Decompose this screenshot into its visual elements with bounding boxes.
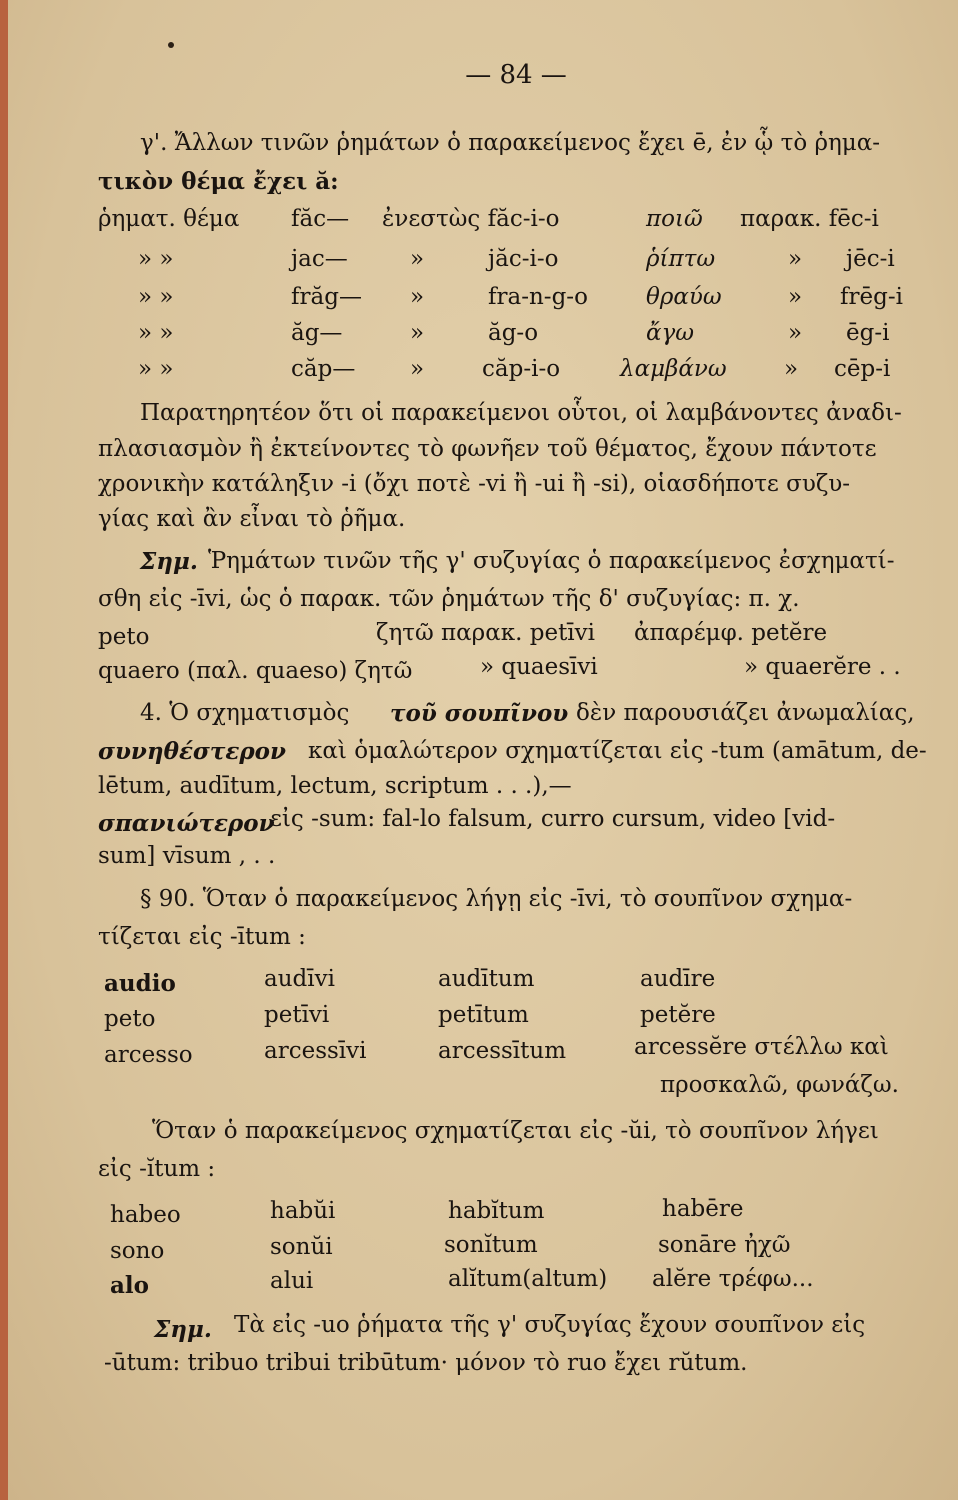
para4-line-5: sum] vīsum , . . <box>98 843 276 869</box>
note1-line-2: σθη εἰς -īvi, ὡς ὁ παρακ. τῶν ῥημάτων τῆς δ' συζυγίας: π. χ. <box>98 586 800 612</box>
theme-row-4-label: » » <box>138 320 174 346</box>
theme-row-3-present: fra-n-g-o <box>488 284 588 310</box>
para4-line-2a: συνηθέστερον <box>98 738 286 765</box>
para4-line-2b: καὶ ὁμαλώτερον σχηματίζεται εἰς -tum (amātum, de- <box>308 738 927 764</box>
note1-example-2-latin: quaero (παλ. quaeso) ζητῶ <box>98 658 413 684</box>
para4-line-1b: τοῦ σουπῖνου <box>390 700 569 727</box>
theme-row-4-ditto2: » <box>788 320 803 346</box>
note1-example-2-infinitive: » quaerĕre . . <box>744 654 901 680</box>
itum2-row-3-c1: alo <box>110 1272 149 1299</box>
itum-row-2-c3: petītum <box>438 1002 529 1028</box>
para90-line-1: § 90. Ὅταν ὁ παρακείμενος λήγῃ εἰς -īvi, τὸ σουπῖνον σχημα- <box>140 886 853 912</box>
para4-line-4b: εἰς -sum: fal-lo falsum, curro cursum, video [vid- <box>270 806 836 832</box>
theme-row-1-perfect: παρακ. fēc-i <box>740 206 879 232</box>
itum2-row-1-c2: habŭi <box>270 1198 336 1224</box>
itum2-row-3-c3: alĭtum(altum) <box>448 1266 608 1292</box>
itum-row-3-c1: arcesso <box>104 1042 193 1068</box>
theme-row-4-ditto: » <box>410 320 425 346</box>
para4-line-1c: δὲν παρουσιάζει ἀνωμαλίας, <box>576 700 915 726</box>
para4-line-4a: σπανιώτερον <box>98 810 275 837</box>
para4-line-1a: 4. Ὁ σχηματισμὸς <box>140 700 350 726</box>
theme-row-1-stem: făc— <box>291 206 350 232</box>
theme-row-2-ditto: » <box>410 246 425 272</box>
observation-line-1: Παρατηρητέον ὅτι οἱ παρακείμενοι οὗτοι, οἱ λαμβάνοντες ἀναδι- <box>140 400 902 426</box>
theme-row-2-ditto2: » <box>788 246 803 272</box>
theme-row-3-ditto: » <box>410 284 425 310</box>
itum-row-3-c4: arcessĕre στέλλω καὶ <box>634 1034 889 1060</box>
gamma-line-2: τικὸν θέμα ἔχει ă: <box>98 168 339 195</box>
para4-line-3: lētum, audītum, lectum, scriptum . . .),— <box>98 773 572 799</box>
itum2-row-2-c4: sonāre ἠχῶ <box>658 1232 791 1258</box>
note2-line-1: Τὰ εἰς -uo ῥήματα τῆς γ' συζυγίας ἔχουν σουπῖνον εἰς <box>234 1312 866 1338</box>
theme-row-5-perfect: cēp-i <box>834 356 891 382</box>
itum2-row-2-c1: sono <box>110 1238 165 1264</box>
theme-row-5-label: » » <box>138 356 174 382</box>
itum-row-1-c2: audīvi <box>264 966 335 992</box>
theme-row-2-label: » » <box>138 246 174 272</box>
itum-row-1-c4: audīre <box>640 966 716 992</box>
gamma-line-1: γ'. Ἄλλων τινῶν ῥημάτων ὁ παρακείμενος ἔχει ē, ἐν ᾧ τὸ ῥημα- <box>140 130 881 156</box>
itum2-row-3-c2: alui <box>270 1268 314 1294</box>
para90-line-2: τίζεται εἰς -ītum : <box>98 924 306 950</box>
observation-line-2: πλασιασμὸν ἢ ἐκτείνοντες τὸ φωνῆεν τοῦ θέματος, ἔχουν πάντοτε <box>98 436 877 462</box>
theme-row-3-perfect: frēg-i <box>840 284 903 310</box>
theme-row-3-ditto2: » <box>788 284 803 310</box>
itum2-row-2-c2: sonŭi <box>270 1234 333 1260</box>
itum-row-2-c1: peto <box>104 1006 156 1032</box>
note1-example-1-infinitive: ἀπαρέμφ. petĕre <box>634 620 828 646</box>
theme-row-3-stem: frăg— <box>291 284 362 310</box>
observation-line-3: χρονικὴν κατάληξιν -i (ὄχι ποτὲ -vi ἢ -ui ἢ -si), οἱασδήποτε συζυ- <box>98 471 851 497</box>
itum2-row-1-c4: habēre <box>662 1196 744 1222</box>
itum-extra: προσκαλῶ, φωνάζω. <box>660 1072 899 1098</box>
note1-label: Σημ. <box>140 548 198 575</box>
itum-row-2-c4: petĕre <box>640 1002 716 1028</box>
theme-row-2-stem: jac— <box>291 246 348 272</box>
itum2-row-1-c3: habĭtum <box>448 1198 545 1224</box>
ink-spot <box>168 42 174 48</box>
theme-row-5-greek: λαμβάνω <box>620 356 727 382</box>
itum2-row-2-c3: sonĭtum <box>444 1232 538 1258</box>
theme-row-5-ditto2: » <box>784 356 799 382</box>
theme-row-3-label: » » <box>138 284 174 310</box>
itum2-row-1-c1: habeo <box>110 1202 181 1228</box>
theme-row-4-stem: ăg— <box>291 320 343 346</box>
theme-row-4-greek: ἄγω <box>646 320 695 346</box>
theme-row-1-present: ἐνεστὼς făc-i-o <box>382 206 560 232</box>
theme-row-3-greek: θραύω <box>646 284 722 310</box>
theme-row-4-present: ăg-o <box>488 320 539 346</box>
theme-row-1-label: ῥηματ. θέμα <box>98 206 240 232</box>
para-ui-line-1: Ὅταν ὁ παρακείμενος σχηματίζεται εἰς -ŭi, τὸ σουπῖνον λήγει <box>152 1118 879 1144</box>
theme-row-5-stem: căp— <box>291 356 356 382</box>
itum-row-3-c3: arcessītum <box>438 1038 567 1064</box>
itum-row-3-c2: arcessīvi <box>264 1038 367 1064</box>
note1-example-1-latin: peto <box>98 624 150 650</box>
note1-example-2-perfect: » quaesīvi <box>480 654 598 680</box>
note2-line-2: -ūtum: tribuo tribui tribūtum· μόνον τὸ ruo ἔχει rŭtum. <box>104 1350 748 1376</box>
itum-row-1-c3: audītum <box>438 966 535 992</box>
note2-label: Σημ. <box>154 1316 212 1343</box>
page-number: — 84 — <box>465 60 567 90</box>
itum-row-1-c1: audio <box>104 970 176 997</box>
theme-row-5-present: căp-i-o <box>482 356 561 382</box>
theme-row-2-present: jăc-i-o <box>488 246 559 272</box>
theme-row-1-greek: ποιῶ <box>646 206 703 232</box>
theme-row-4-perfect: ēg-i <box>846 320 890 346</box>
theme-row-2-greek: ῥίπτω <box>646 246 716 272</box>
theme-row-5-ditto: » <box>410 356 425 382</box>
theme-row-2-perfect: jēc-i <box>846 246 895 272</box>
note1-example-1-perfect: ζητῶ παρακ. petīvi <box>376 620 596 646</box>
itum2-row-3-c4: alĕre τρέφω... <box>652 1266 814 1292</box>
para-ui-line-2: εἰς -ĭtum : <box>98 1156 216 1182</box>
observation-line-4: γίας καὶ ἂν εἶναι τὸ ῥῆμα. <box>98 506 406 532</box>
note1-line-1: Ῥημάτων τινῶν τῆς γ' συζυγίας ὁ παρακείμενος ἐσχηματί- <box>208 548 895 574</box>
itum-row-2-c2: petīvi <box>264 1002 330 1028</box>
book-page <box>8 0 958 1500</box>
